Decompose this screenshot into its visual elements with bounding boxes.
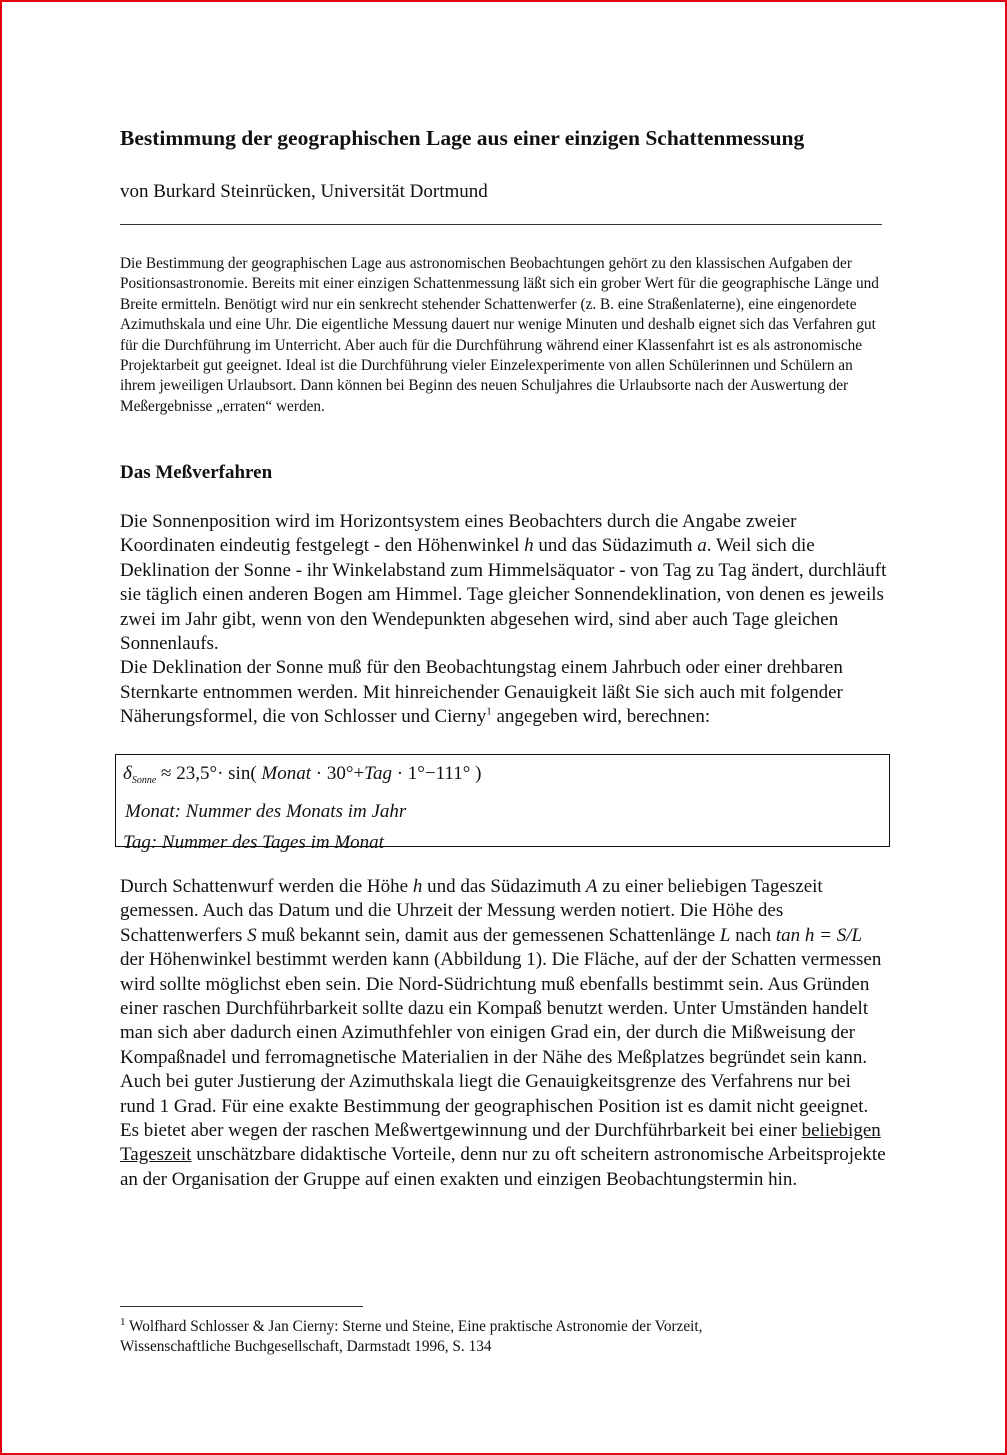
text-run: angegeben wird, berechnen: (491, 706, 711, 728)
formula-var-tag: Tag (364, 763, 392, 784)
author-byline: von Burkard Steinrücken, Universität Dortmund (120, 181, 488, 202)
formula-line (123, 758, 889, 796)
text-run: unschätzbare didaktische Vorteile, denn nur zu oft scheitern astronomische Arbeitsprojekte an der Organisation der Gruppe auf einen exakten und einzigen Beobachtungstermin hin. (120, 1144, 886, 1190)
section-heading: Das Meßverfahren (120, 462, 273, 483)
text-run: der Höhenwinkel bestimmt werden kann (Abbildung 1). Die Fläche, auf der der Schatten vermessen wird sollte möglichst eben sein. Die Nord-Südrichtung muß ebenfalls bestimmt sein. Aus Gründen einer raschen Durchführbarkeit sollte dazu ein Kompaß benutzt werden. Unter Umständen handelt man sich aber dadurch einen Azimuthfehler von einigen Grad ein, der durch die Mißweisung der Kompaßnadel und ferromagnetische Materialien in der Nähe des Meßplatzes begründet sein kann. (120, 949, 882, 1068)
footnote-number: 1 (120, 1315, 126, 1328)
inline-equation: tan h = S/L (775, 924, 863, 946)
document-title: Bestimmung der geographischen Lage aus einer einzigen Schattenmessung (120, 126, 805, 150)
formula-legend-tag (123, 827, 889, 858)
text-run: und das Südazimuth (533, 535, 698, 557)
formula-part: · 30°+ (311, 763, 365, 784)
variable-a: a (697, 535, 707, 557)
variable-h: h (524, 535, 534, 557)
delta-subscript: Sonne (131, 775, 157, 786)
text-run: Die Sonnenposition wird im Horizontsystem eines Beobachters durch die Angabe zweier Koordinaten eindeutig festgelegt - den Höhenwinkel (120, 511, 797, 557)
variable-L: L (719, 924, 731, 946)
text-run: Auch bei guter Justierung der Azimuthskala liegt die Genauigkeitsgrenze des Verfahrens nur bei rund 1 Grad. Für eine exakte Bestimmung der geographischen Position ist es damit nicht geeignet. Es bietet aber wegen der raschen Meßwertgewinnung und der Durchführbarkeit bei einer (120, 1071, 869, 1142)
text-run: Die Deklination der Sonne muß für den Beobachtungstag einem Jahrbuch oder einer drehbaren Sternkarte entnommen werden. Mit hinreichender Genauigkeit läßt Sie sich auch mit folgender Näherungsformel, die von Schlosser und Cierny (120, 657, 843, 728)
body-paragraph-2 (120, 875, 888, 1192)
footnote (120, 1317, 900, 1357)
footnote-reference: 1 (486, 705, 492, 718)
delta-symbol: δ (123, 763, 132, 784)
text-run: muß bekannt sein, damit aus der gemessenen Schattenlänge (256, 924, 720, 946)
legend-var: Monat (125, 801, 175, 822)
footnote-text: Wolfhard Schlosser & Jan Cierny: Sterne und Steine, Eine praktische Astronomie der Vorzeit, (125, 1318, 703, 1335)
formula-box (115, 754, 890, 853)
formula-part: · 1°−111° ) (391, 763, 482, 784)
text-run: . Weil sich die Deklination der Sonne - ihr Winkelabstand zum Himmelsäquator - von Tag zu Tag ändert, durchläuft sie täglich einen anderen Bogen am Himmel. Tage gleicher Sonnendeklination, von denen es jeweils zwei im Jahr gibt, wenn von den Wendepunkten abgesehen wird, sind aber auch Tage gleichen Sonnenlaufs. (120, 535, 887, 655)
text-run: und das Südazimuth (422, 876, 586, 897)
title-separator-line (120, 224, 882, 225)
formula-part: ≈ 23,5°· sin( (156, 763, 262, 784)
formula-legend-monat (123, 796, 889, 827)
text-run: zu einer beliebigen Tageszeit gemessen. Auch das Datum und die Uhrzeit der Messung werden notiert. Die Höhe des Schattenwerfers (120, 876, 823, 946)
underlined-phrase: beliebigen Tageszeit (120, 1120, 881, 1166)
text-run: Durch Schattenwurf werden die Höhe (120, 876, 413, 897)
variable-S: S (247, 924, 257, 946)
body-paragraph-1 (120, 510, 888, 730)
formula-var-monat: Monat (261, 763, 312, 784)
legend-text: : Nummer des Monats im Jahr (174, 801, 407, 822)
legend-text: : Nummer des Tages im Monat (150, 832, 384, 853)
variable-A: A (585, 876, 598, 897)
footnote-separator-line (120, 1306, 363, 1307)
variable-h: h (412, 876, 423, 897)
abstract-paragraph: Die Bestimmung der geographischen Lage aus astronomischen Beobachtungen gehört zu den klassischen Aufgaben der Positionsastronomie. Bereits mit einer einzigen Schattenmessung läßt sich ein grober Wert für die geographische Länge und Breite ermitteln. Benötigt wird nur ein senkrecht stehender Schattenwerfer (z. B. eine Straßenlaterne), eine eingenordete Azimuthskala und eine Uhr. Die eigentliche Messung dauert nur wenige Minuten und deshalb eignet sich das Verfahren gut für die Durchführung im Unterricht. Aber auch für die Durchführung während einer Klassenfahrt ist es als astronomische Projektarbeit gut geeignet. Ideal ist die Durchführung vieler Einzelexperimente von allen Schülerinnen und Schülern an ihrem jeweiligen Urlaubsort. Dann können bei Beginn des neuen Schuljahres die Urlaubsorte nach der Auswertung der Meßergebnisse „erraten“ werden. (120, 255, 879, 415)
footnote-text-line-2: Wissenschaftliche Buchgesellschaft, Darmstadt 1996, S. 134 (120, 1338, 492, 1355)
legend-var: Tag (123, 832, 151, 853)
text-run: nach (730, 924, 776, 946)
